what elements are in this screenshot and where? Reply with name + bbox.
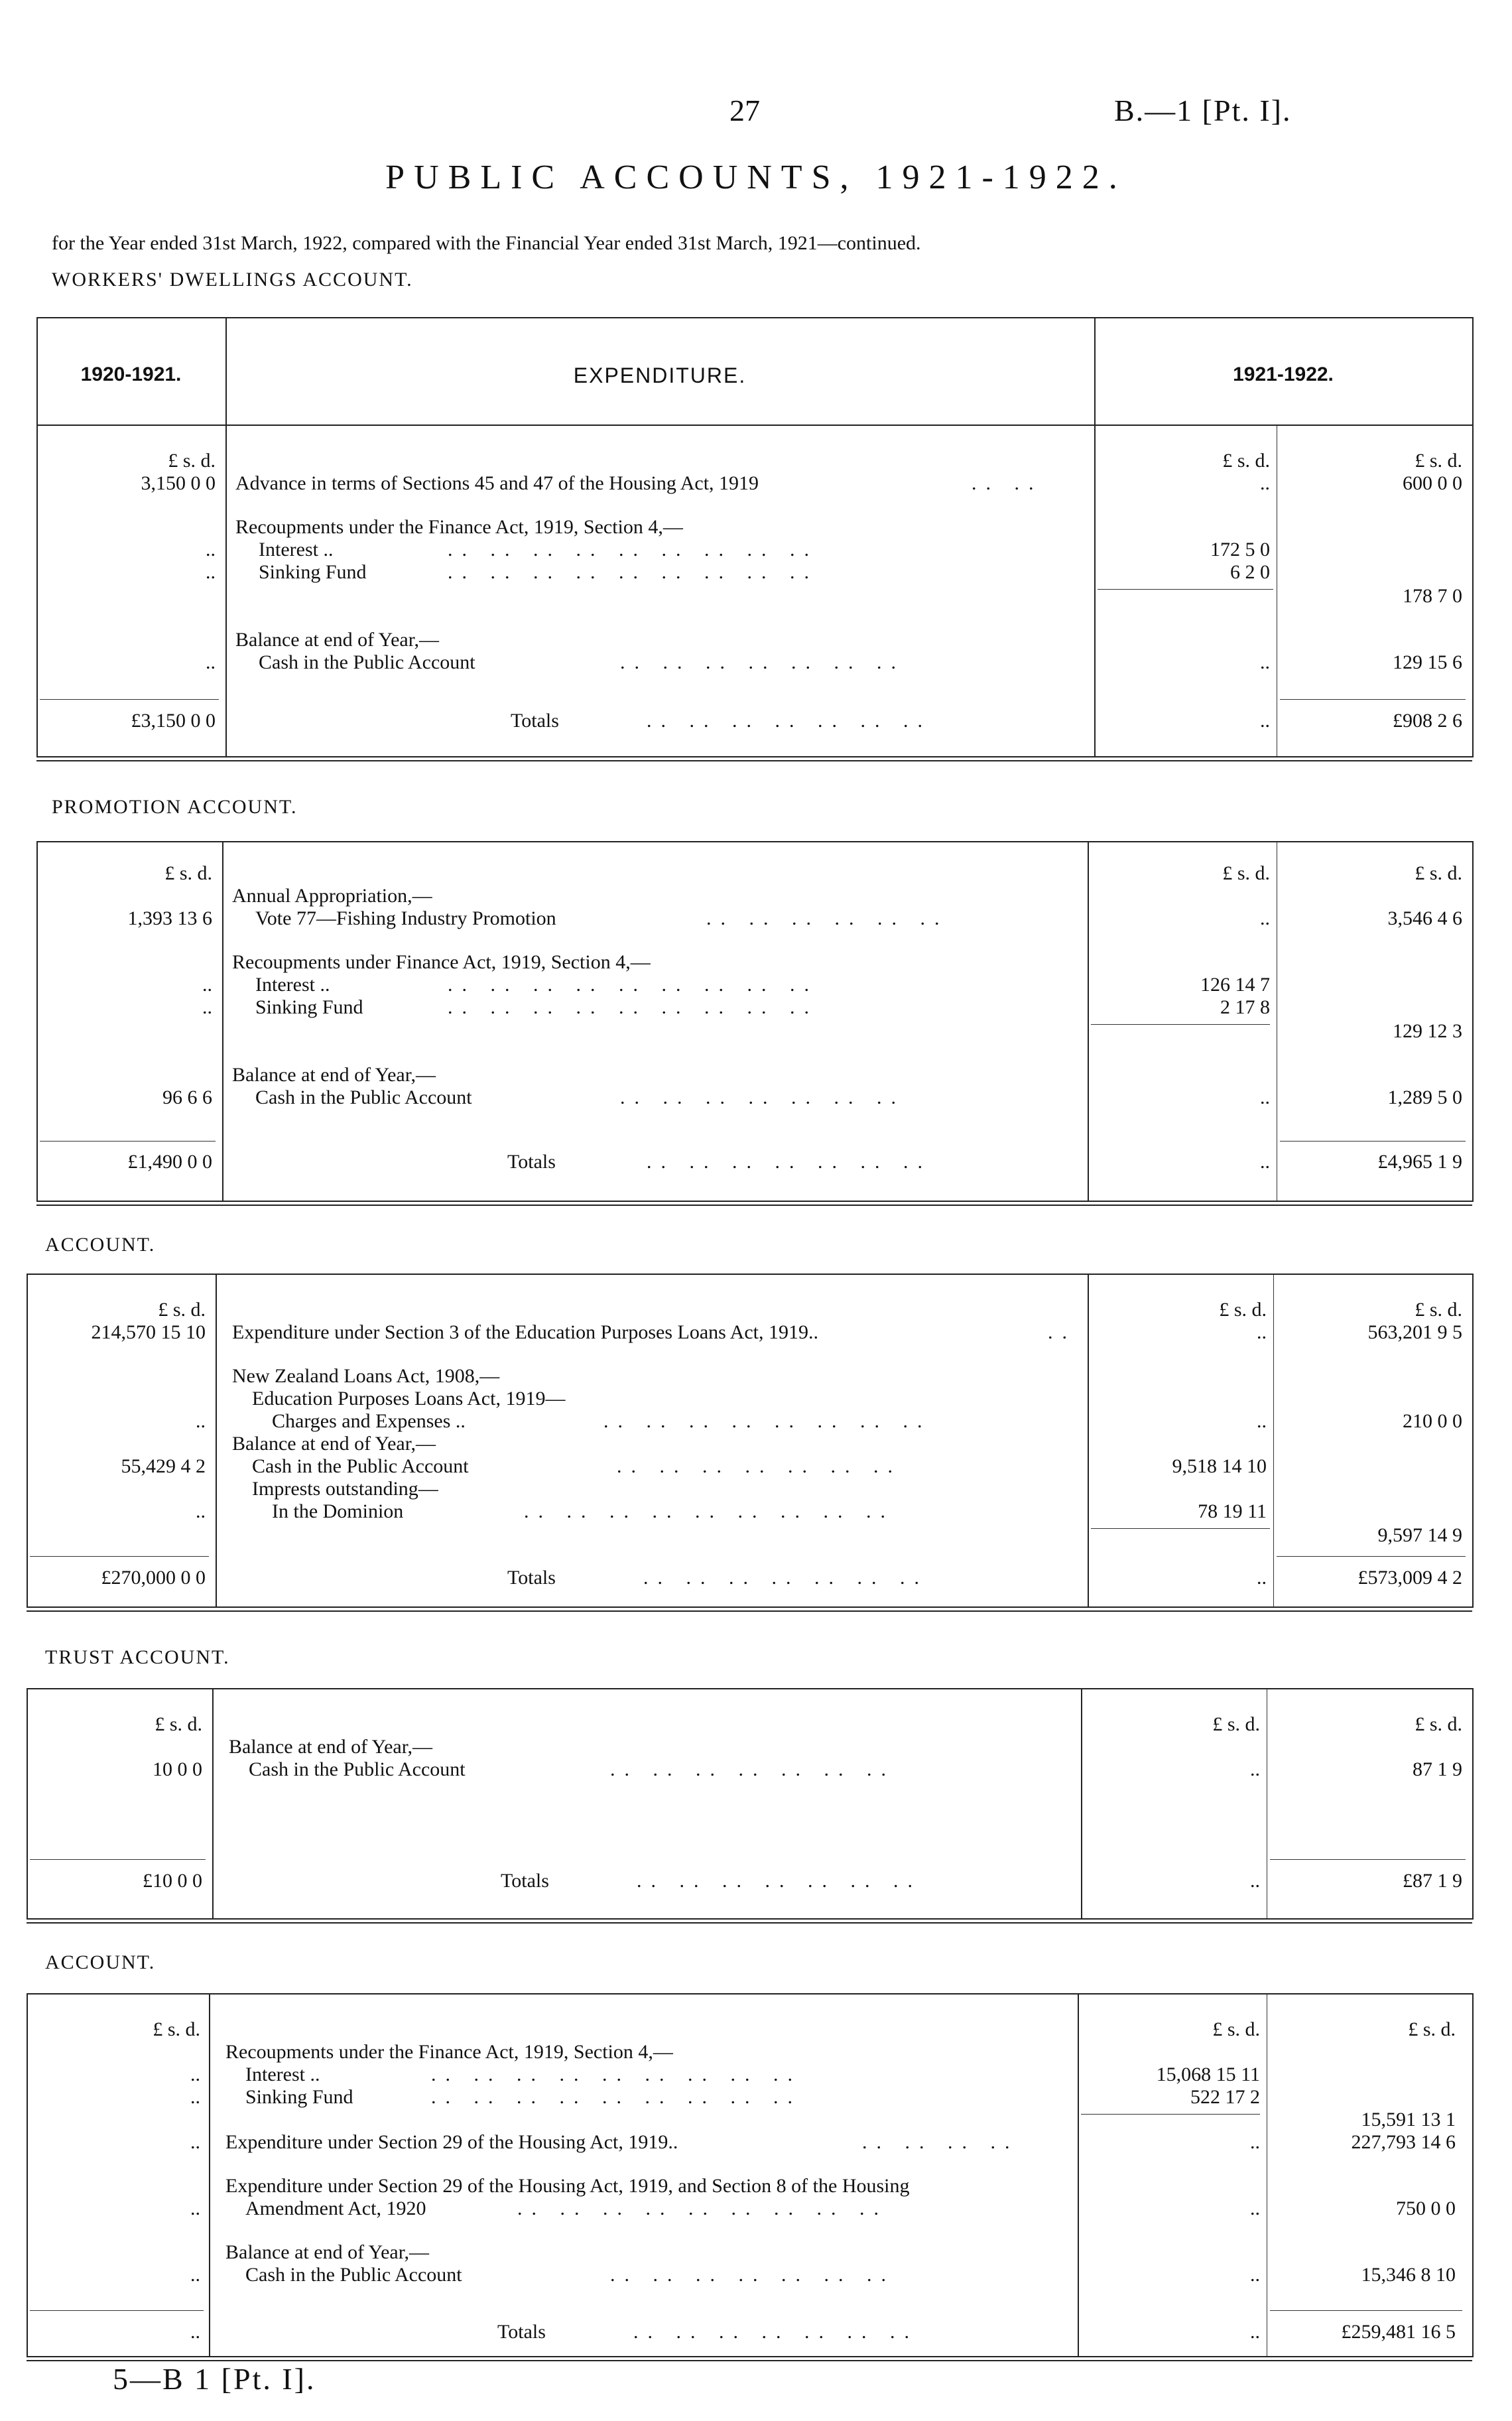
amount: ..	[202, 996, 212, 1018]
leader-dots: .. .. .. .. .. .. .. .. ..	[448, 996, 818, 1018]
row-description: Education Purposes Loans Act, 1919—	[252, 1388, 566, 1409]
lsd-heading: £ s. d.	[168, 450, 216, 472]
trust-section-title: TRUST ACCOUNT.	[45, 1646, 230, 1668]
row-description: Recoupments under the Finance Act, 1919, Section 4,—	[235, 516, 683, 538]
amount: 750 0 0	[1396, 2197, 1456, 2219]
row-description: Interest ..	[259, 539, 334, 560]
amount: ..	[1257, 1410, 1267, 1432]
amount: ..	[206, 561, 216, 583]
leader-dots: .. .. .. .. .. .. ..	[617, 1455, 902, 1477]
total-amount: ..	[190, 2321, 200, 2343]
amount: 15,591 13 1	[1361, 2109, 1456, 2130]
lsd-heading: £ s. d.	[153, 2018, 200, 2040]
page-subtitle: for the Year ended 31st March, 1922, compared with the Financial Year ended 31st March, 1921—continued.	[52, 232, 921, 254]
row-description: Annual Appropriation,—	[232, 885, 432, 907]
totals-label: Totals	[507, 1151, 556, 1173]
amount: 3,150 0 0	[141, 472, 216, 494]
document-reference: B.—1 [Pt. I].	[1114, 94, 1292, 127]
amount: ..	[190, 2086, 200, 2108]
promotion-section-title: PROMOTION ACCOUNT.	[52, 796, 298, 818]
totals-label: Totals	[511, 710, 559, 732]
total-amount: £10 0 0	[143, 1870, 202, 1892]
row-description: Expenditure under Section 29 of the Housing Act, 1919..	[225, 2131, 678, 2153]
row-description: Sinking Fund	[259, 561, 367, 583]
leader-dots: .. .. .. .. .. .. ..	[637, 1870, 922, 1892]
row-description: In the Dominion	[272, 1500, 404, 1522]
amount: 1,289 5 0	[1387, 1086, 1462, 1108]
leader-dots: .. .. .. .. .. .. .. .. ..	[524, 1500, 895, 1522]
amount: ..	[202, 974, 212, 996]
workers-table	[36, 317, 1474, 757]
amount: 2 17 8	[1220, 996, 1270, 1018]
row-description: Sinking Fund	[245, 2086, 353, 2108]
housing-section-title: ACCOUNT.	[45, 1951, 156, 1973]
row-description: Charges and Expenses ..	[272, 1410, 466, 1432]
footer-signature-mark: 5—B 1 [Pt. I].	[113, 2362, 316, 2396]
amount: ..	[1260, 710, 1270, 732]
housing-table	[27, 1993, 1474, 2357]
lsd-heading: £ s. d.	[1415, 1713, 1462, 1735]
amount: 210 0 0	[1403, 1410, 1462, 1432]
total-amount: £87 1 9	[1403, 1870, 1462, 1892]
total-amount: £3,150 0 0	[131, 710, 216, 732]
amount: ..	[1250, 2131, 1260, 2153]
amount: 3,546 4 6	[1387, 907, 1462, 929]
amount: 214,570 15 10	[91, 1321, 206, 1343]
leader-dots: .. .. .. .. .. .. .. .. ..	[431, 2086, 802, 2108]
row-description: Cash in the Public Account	[245, 2264, 462, 2286]
row-description: Recoupments under Finance Act, 1919, Section 4,—	[232, 951, 651, 973]
education-table	[27, 1274, 1474, 1608]
leader-dots: .. .. .. .. .. .. .. .. ..	[517, 2197, 888, 2219]
totals-label: Totals	[497, 2321, 546, 2343]
row-description: Recoupments under the Finance Act, 1919, Section 4,—	[225, 2041, 673, 2063]
row-description: Interest ..	[255, 974, 330, 996]
row-description: Sinking Fund	[255, 996, 363, 1018]
leader-dots: .. .. .. .. .. .. ..	[620, 651, 905, 673]
amount: 129 12 3	[1393, 1020, 1462, 1042]
lsd-heading: £ s. d.	[164, 862, 212, 884]
amount: 522 17 2	[1190, 2086, 1260, 2108]
amount: ..	[1260, 907, 1270, 929]
amount: ..	[190, 2197, 200, 2219]
leader-dots: ..	[1048, 1321, 1076, 1343]
row-description: Expenditure under Section 29 of the Housing Act, 1919, and Section 8 of the Housing	[225, 2175, 910, 2197]
amount: ..	[196, 1500, 206, 1522]
amount: ..	[1250, 2197, 1260, 2219]
leader-dots: .. ..	[972, 472, 1043, 494]
total-amount: £4,965 1 9	[1377, 1151, 1462, 1173]
totals-label: Totals	[501, 1870, 549, 1892]
amount: ..	[1260, 651, 1270, 673]
amount: ..	[1250, 2264, 1260, 2286]
amount: ..	[206, 539, 216, 560]
amount: 1,393 13 6	[127, 907, 212, 929]
amount: ..	[1260, 1086, 1270, 1108]
amount: ..	[1250, 1758, 1260, 1780]
row-description: Balance at end of Year,—	[225, 2241, 430, 2263]
amount: 9,597 14 9	[1377, 1524, 1462, 1546]
trust-table	[27, 1688, 1474, 1920]
row-description: Amendment Act, 1920	[245, 2197, 426, 2219]
lsd-heading: £ s. d.	[1212, 1713, 1260, 1735]
leader-dots: .. .. .. .. .. .. ..	[643, 1567, 928, 1589]
total-amount: £573,009 4 2	[1357, 1567, 1462, 1589]
leader-dots: .. .. .. .. .. .. ..	[620, 1086, 905, 1108]
row-description: Balance at end of Year,—	[232, 1064, 436, 1086]
amount: ..	[1250, 2321, 1260, 2343]
workers-header-curr-year: 1921-1922.	[1233, 363, 1334, 385]
amount: 600 0 0	[1403, 472, 1462, 494]
row-description: Balance at end of Year,—	[229, 1736, 433, 1758]
total-amount: £259,481 16 5	[1341, 2321, 1456, 2343]
lsd-heading: £ s. d.	[1408, 2018, 1456, 2040]
lsd-heading: £ s. d.	[1219, 1299, 1267, 1321]
lsd-heading: £ s. d.	[1222, 450, 1270, 472]
lsd-heading: £ s. d.	[158, 1299, 206, 1321]
lsd-heading: £ s. d.	[1415, 1299, 1462, 1321]
row-description: Vote 77—Fishing Industry Promotion	[255, 907, 556, 929]
amount: ..	[1250, 1870, 1260, 1892]
total-amount: £270,000 0 0	[101, 1567, 206, 1589]
total-amount: £1,490 0 0	[127, 1151, 212, 1173]
row-description: Balance at end of Year,—	[235, 629, 440, 651]
leader-dots: .. .. .. .. .. .. .. .. ..	[448, 561, 818, 583]
amount: ..	[190, 2131, 200, 2153]
leader-dots: .. .. .. .. .. .. ..	[647, 710, 932, 732]
amount: 178 7 0	[1403, 585, 1462, 607]
leader-dots: .. .. .. .. .. ..	[706, 907, 949, 929]
amount: ..	[206, 651, 216, 673]
amount: ..	[190, 2063, 200, 2085]
leader-dots: .. .. .. .. .. .. .. .. ..	[448, 974, 818, 996]
amount: ..	[1257, 1567, 1267, 1589]
amount: 563,201 9 5	[1367, 1321, 1462, 1343]
total-amount: £908 2 6	[1393, 710, 1462, 732]
row-description: Cash in the Public Account	[249, 1758, 466, 1780]
lsd-heading: £ s. d.	[1415, 862, 1462, 884]
row-description: Cash in the Public Account	[252, 1455, 469, 1477]
amount: ..	[1260, 1151, 1270, 1173]
amount: 87 1 9	[1413, 1758, 1462, 1780]
leader-dots: .. .. .. .. .. .. ..	[610, 1758, 895, 1780]
workers-header-expenditure: EXPENDITURE.	[573, 363, 747, 387]
amount: 55,429 4 2	[121, 1455, 206, 1477]
row-description: Interest ..	[245, 2063, 320, 2085]
row-description: Cash in the Public Account	[259, 651, 475, 673]
workers-section-title: WORKERS' DWELLINGS ACCOUNT.	[52, 269, 413, 291]
amount: 126 14 7	[1200, 974, 1270, 996]
workers-header-prev-year: 1920-1921.	[80, 363, 182, 385]
row-description: Cash in the Public Account	[255, 1086, 472, 1108]
leader-dots: .. .. .. .. .. .. ..	[647, 1151, 932, 1173]
amount: ..	[190, 2264, 200, 2286]
row-description: Advance in terms of Sections 45 and 47 of the Housing Act, 1919	[235, 472, 759, 494]
lsd-heading: £ s. d.	[1212, 2018, 1260, 2040]
education-section-title: ACCOUNT.	[45, 1234, 156, 1256]
amount: 10 0 0	[153, 1758, 202, 1780]
amount: 172 5 0	[1210, 539, 1270, 560]
amount: 9,518 14 10	[1172, 1455, 1267, 1477]
amount: ..	[1257, 1321, 1267, 1343]
amount: ..	[196, 1410, 206, 1432]
amount: 6 2 0	[1230, 561, 1270, 583]
leader-dots: .. .. .. .. .. .. .. .. ..	[448, 539, 818, 560]
page-title: PUBLIC ACCOUNTS, 1921-1922.	[385, 159, 1127, 196]
amount: 227,793 14 6	[1351, 2131, 1456, 2153]
amount: ..	[1260, 472, 1270, 494]
row-description: Expenditure under Section 3 of the Education Purposes Loans Act, 1919..	[232, 1321, 818, 1343]
lsd-heading: £ s. d.	[1222, 862, 1270, 884]
amount: 78 19 11	[1198, 1500, 1267, 1522]
promotion-table	[36, 841, 1474, 1202]
amount: 15,068 15 11	[1156, 2063, 1260, 2085]
row-description: New Zealand Loans Act, 1908,—	[232, 1365, 500, 1387]
leader-dots: .. .. .. ..	[862, 2131, 1019, 2153]
leader-dots: .. .. .. .. .. .. ..	[633, 2321, 918, 2343]
leader-dots: .. .. .. .. .. .. .. ..	[603, 1410, 932, 1432]
leader-dots: .. .. .. .. .. .. ..	[610, 2264, 895, 2286]
row-description: Imprests outstanding—	[252, 1478, 438, 1500]
lsd-heading: £ s. d.	[155, 1713, 202, 1735]
amount: 129 15 6	[1393, 651, 1462, 673]
totals-label: Totals	[507, 1567, 556, 1589]
leader-dots: .. .. .. .. .. .. .. .. ..	[431, 2063, 802, 2085]
page-number: 27	[729, 94, 760, 127]
amount: 96 6 6	[162, 1086, 212, 1108]
row-description: Balance at end of Year,—	[232, 1433, 436, 1455]
amount: 15,346 8 10	[1361, 2264, 1456, 2286]
lsd-heading: £ s. d.	[1415, 450, 1462, 472]
